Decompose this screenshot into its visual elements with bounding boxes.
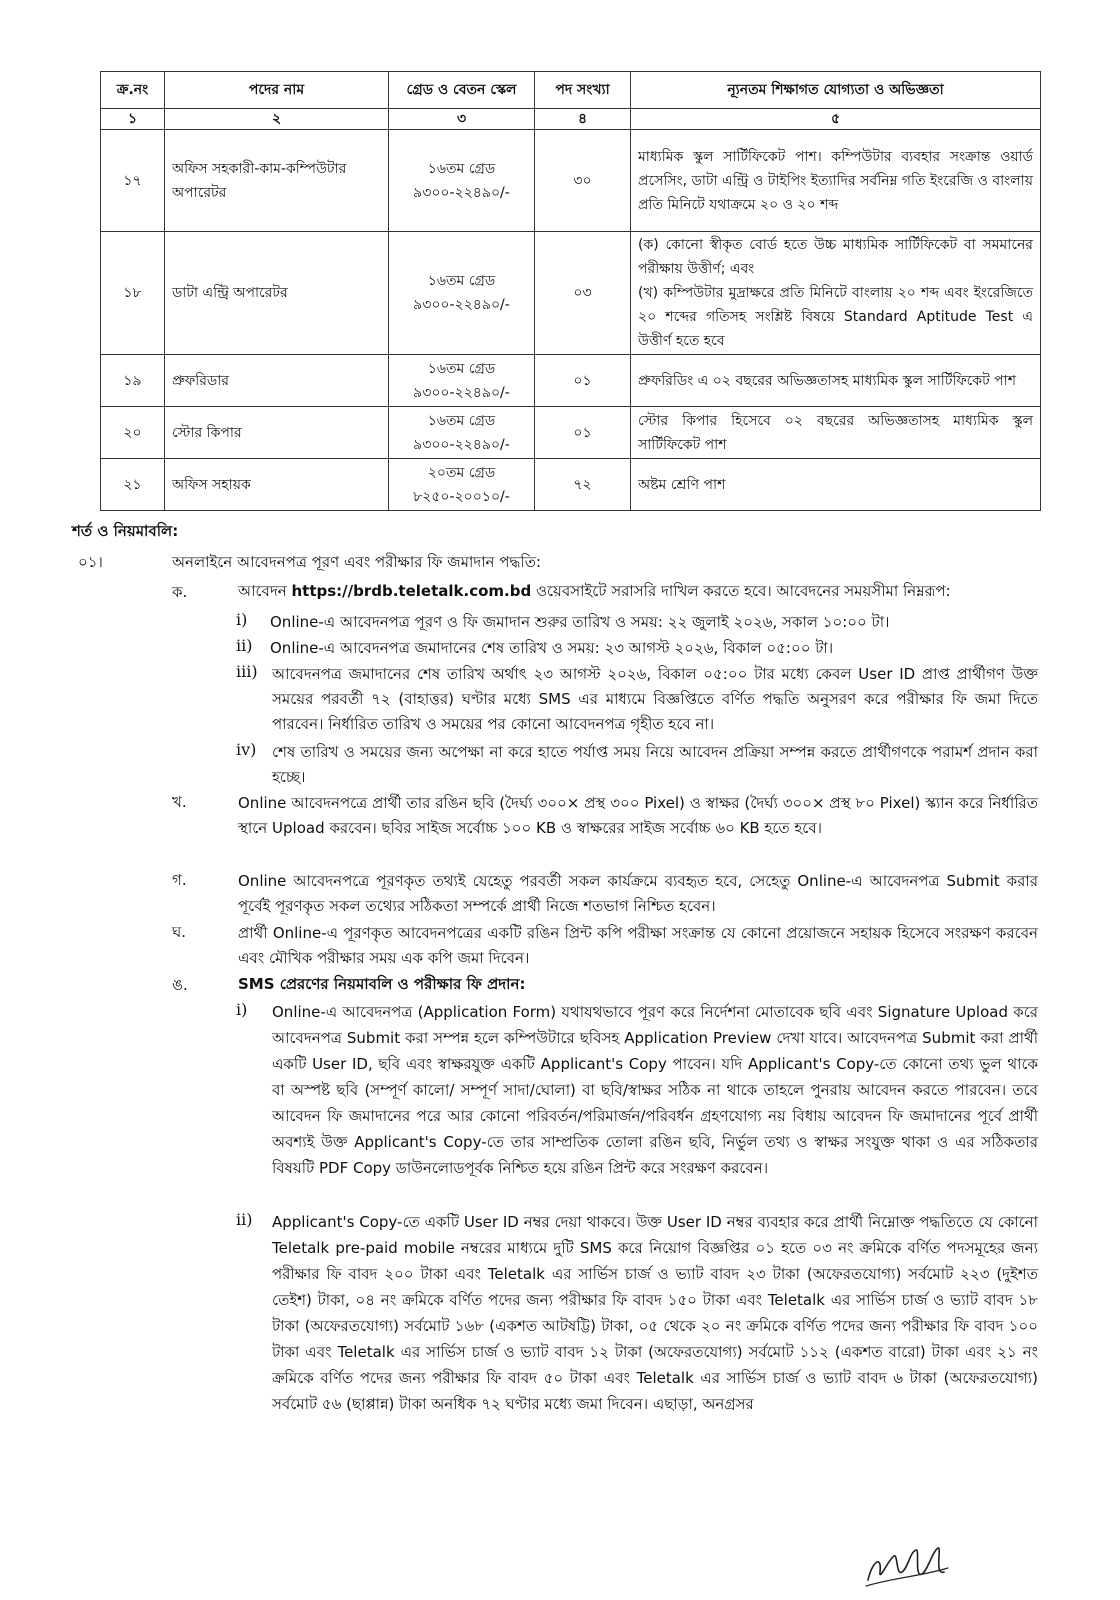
post-count-cell: ০১: [535, 407, 631, 459]
application-text-pre: আবেদন: [238, 582, 292, 600]
pay-scale-text: ৯৩০০-২২৪৯০/-: [413, 436, 510, 453]
header-grade-scale: গ্রেড ও বেতন স্কেল: [389, 72, 535, 109]
subitem-marker: ii): [236, 1210, 253, 1229]
post-name-cell: স্টোর কিপার: [165, 407, 389, 459]
column-number: ৫: [631, 109, 1041, 130]
post-count-cell: ০১: [535, 355, 631, 407]
grade-text: ১৬তম গ্রেড: [427, 160, 496, 177]
serial-cell: ২০: [101, 407, 165, 459]
grade-text: ১৬তম গ্রেড: [427, 273, 496, 289]
pay-scale-text: ৯৩০০-২২৪৯০/-: [413, 297, 510, 313]
grade-cell: [389, 459, 535, 511]
print-copy-rule: প্রার্থী Online-এ পূরণকৃত আবেদনপত্রের একটি রঙিন প্রিন্ট কপি পরীক্ষা সংক্রান্ত যে কোনো প্রয়োজনে সহায়ক হিসেবে সংরক্ষণ করবেন এবং মৌখিক পরীক্ষার সময় এক কপি জমা দিবেন।: [238, 924, 1038, 967]
item-marker-kha: খ.: [172, 793, 187, 811]
sms-rules-title: SMS প্রেরণের নিয়মাবলি ও পরীক্ষার ফি প্রদান:: [238, 975, 526, 993]
qualification-cell: [631, 232, 1041, 355]
column-number: ৩: [389, 109, 535, 130]
table-row: [101, 130, 1041, 232]
item-marker-ka: ক.: [172, 583, 188, 601]
column-number: ৪: [535, 109, 631, 130]
information-accuracy-rule: Online আবেদনপত্রে পূরণকৃত তথ্যই যেহেতু পরবর্তী সকল কার্যক্রমে ব্যবহৃত হবে, সেহেতু Online-এ আবেদনপত্র Submit করার পূর্বেই পূরণকৃত সকল তথ্যের সঠিকতা সম্পর্কে প্রার্থী নিজে শতভাগ নিশ্চিত হবেন।: [238, 872, 1038, 915]
sms-fee-payment-instructions: Applicant's Copy-তে একটি User ID নম্বর দেয়া থাকবে। উক্ত User ID নম্বর ব্যবহার করে প্রার্থী নিম্নোক্ত পদ্ধতিতে যে কোনো Teletalk pre-paid mobile নম্বরের মাধ্যমে দুটি SMS করে নিয়োগ বিজ্ঞপ্তির ০১ হতে ০৩ নং ক্রমিকে বর্ণিত পদসমূহের জন্য পরীক্ষার ফি বাবদ ২০০ টাকা এবং Teletalk এর সার্ভিস চার্জ ও ভ্যাট বাবদ ২৩ টাকা (অফেরতযোগ্য) সর্বমোট ২২৩ (দুইশত তেইশ) টাকা, ০৪ নং ক্রমিকে বর্ণিত পদের জন্য পরীক্ষার ফি বাবদ ১৫০ টাকা এবং Teletalk এর সার্ভিস চার্জ ও ভ্যাট বাবদ ১৮ টাকা (অফেরতযোগ্য) সর্বমোট ১৬৮ (একশত আটষট্টি) টাকা, ০৫ থেকে ২০ নং ক্রমিকে বর্ণিত পদের জন্য পরীক্ষার ফি বাবদ ১০০ টাকা এবং Teletalk এর সার্ভিস চার্জ ও ভ্যাট বাবদ ১২ টাকা (অফেরতযোগ্য) সর্বমোট ১১২ (একশত বারো) টাকা এবং ২১ নং ক্রমিকে বর্ণিত পদের জন্য পরীক্ষার ফি বাবদ ৫০ টাকা এবং Teletalk এর সার্ভিস চার্জ ও ভ্যাট বাবদ ৬ টাকা (অফেরতযোগ্য) সর্বমোট ৫৬ (ছাপ্পান্ন) টাকা অনধিক ৭২ ঘণ্টার মধ্যে জমা দিবেন। এছাড়া, অনগ্রসর: [272, 1213, 1038, 1413]
header-post-name: পদের নাম: [165, 72, 389, 109]
header-serial: ক্র.নং: [101, 72, 165, 109]
early-application-advice: শেষ তারিখ ও সময়ের জন্য অপেক্ষা না করে হাতে পর্যাপ্ত সময় নিয়ে আবেদন প্রক্রিয়া সম্পন্ন করতে প্রার্থীগণকে পরামর্শ প্রদান করা হচ্ছে।: [272, 743, 1038, 786]
grade-text: ২০তম গ্রেড: [427, 464, 496, 481]
item-marker-gha: ঘ.: [172, 923, 187, 941]
qualification-item-kha: (খ) কম্পিউটার মুদ্রাক্ষরে প্রতি মিনিটে বাংলায় ২০ শব্দ এবং ইংরেজিতে ২০ শব্দের গতিসহ সংশ্লিষ্ট বিষয়ে Standard Aptitude Test এ উত্তীর্ণ হতে হবে: [638, 285, 1033, 349]
section-title: অনলাইনে আবেদনপত্র পূরণ এবং পরীক্ষার ফি জমাদান পদ্ধতি:: [172, 553, 542, 571]
post-name-cell: প্রুফরিডার: [165, 355, 389, 407]
qualification-cell: প্রুফরিডিং এ ০২ বছরের অভিজ্ঞতাসহ মাধ্যমিক স্কুল সার্টিফিকেট পাশ: [631, 355, 1041, 407]
grade-text: ১৬তম গ্রেড: [427, 412, 496, 429]
column-number: ১: [101, 109, 165, 130]
qualification-cell: অষ্টম শ্রেণি পাশ: [631, 459, 1041, 511]
subitem-marker: iii): [236, 662, 258, 681]
conditions-title: শর্ত ও নিয়মাবলি:: [72, 522, 179, 540]
subitem-marker: i): [236, 1000, 248, 1019]
serial-cell: ১৭: [101, 130, 165, 232]
table-header-row: [101, 72, 1041, 109]
grade-cell: [389, 232, 535, 355]
pay-scale-text: ৯৩০০-২২৪৯০/-: [413, 184, 510, 201]
application-start-date: Online-এ আবেদনপত্র পূরণ ও ফি জমাদান শুরুর তারিখ ও সময়: ২২ জুলাই ২০২৬, সকাল ১০:০০ টা।: [270, 613, 890, 631]
subitem-marker: ii): [236, 636, 253, 655]
fee-deadline-text: আবেদনপত্র জমাদানের শেষ তারিখ অর্থাৎ ২৩ আগস্ট ২০২৬, বিকাল ০৫:০০ টার মধ্যে কেবল User ID প্রাপ্ত প্রার্থীগণ উক্ত সময়ের পরবর্তী ৭২ (বাহাত্তর) ঘণ্টার মধ্যে SMS এর মাধ্যমে বিজ্ঞপ্তিতে বর্ণিত পদ্ধতি অনুসরণ করে পরীক্ষার ফি জমা দিতে পারবেন। নির্ধারিত তারিখ ও সময়ের পর কোনো আবেদনপত্র গৃহীত হবে না।: [272, 665, 1038, 733]
qualification-cell: স্টোর কিপার হিসেবে ০২ বছরের অভিজ্ঞতাসহ মাধ্যমিক স্কুল সার্টিফিকেট পাশ: [631, 407, 1041, 459]
subitem-marker: iv): [236, 740, 257, 759]
application-website-item: [238, 579, 1038, 604]
section-number: ০১।: [78, 553, 103, 571]
post-count-cell: ৩০: [535, 130, 631, 232]
pay-scale-text: ৯৩০০-২২৪৯০/-: [413, 384, 510, 401]
qualification-item-ka: (ক) কোনো স্বীকৃত বোর্ড হতে উচ্চ মাধ্যমিক সার্টিফিকেট বা সমমানের পরীক্ষায় উত্তীর্ণ; এবং: [638, 237, 1033, 277]
table-row: [101, 232, 1041, 355]
subitem-marker: i): [236, 610, 248, 629]
application-url: https://brdb.teletalk.com.bd: [291, 582, 532, 600]
pay-scale-text: ৮২৫০-২০০১০/-: [413, 488, 510, 505]
header-qualification: ন্যূনতম শিক্ষাগত যোগ্যতা ও অভিজ্ঞতা: [631, 72, 1041, 109]
serial-cell: ১৯: [101, 355, 165, 407]
table-row: [101, 459, 1041, 511]
signature-mark: [862, 1542, 952, 1590]
column-number: ২: [165, 109, 389, 130]
grade-cell: [389, 130, 535, 232]
qualification-cell: মাধ্যমিক স্কুল সার্টিফিকেট পাশ। কম্পিউটার ব্যবহার সংক্রান্ত ওয়ার্ড প্রসেসিং, ডাটা এন্ট্রি ও টাইপিং ইত্যাদির সর্বনিম্ন গতি ইংরেজি ও বাংলায় প্রতি মিনিটে যথাক্রমে ২০ ও ২০ শব্দ: [631, 130, 1041, 232]
post-name-cell: ডাটা এন্ট্রি অপারেটর: [165, 232, 389, 355]
online-form-instructions: Online-এ আবেদনপত্র (Application Form) যথাযথভাবে পূরণ করে নির্দেশনা মোতাবেক ছবি এবং Signature Upload করে আবেদনপত্র Submit করা সম্পন্ন হলে কম্পিউটারে ছবিসহ Application Preview দেখা যাবে। আবেদনপত্র Submit করা প্রার্থী একটি User ID, ছবি এবং স্বাক্ষরযুক্ত একটি Applicant's Copy পাবেন। যদি Applicant's Copy-তে কোনো তথ্য ভুল থাকে বা অস্পষ্ট ছবি (সম্পূর্ণ কালো/ সম্পূর্ণ সাদা/ঘোলা) বা ছবি/স্বাক্ষর সঠিক না থাকে তাহলে পুনরায় আবেদন করতে পারবেন। তবে আবেদন ফি জমাদানের পরে আর কোনো পরিবর্তন/পরিমার্জন/পরিবর্ধন গ্রহণযোগ্য নয় বিধায় আবেদন ফি জমাদানের পূর্বে প্রার্থী অবশ্যই উক্ত Applicant's Copy-তে তার সাম্প্রতিক তোলা রঙিন ছবি, নির্ভুল তথ্য ও স্বাক্ষর সংযুক্ত থাকা ও এর সঠিকতার বিষয়টি PDF Copy ডাউনলোডপূর্বক নিশ্চিত হয়ে রঙিন প্রিন্ট করে সংরক্ষণ করবেন।: [272, 1003, 1038, 1177]
header-post-count: পদ সংখ্যা: [535, 72, 631, 109]
application-text-post: ওয়েবসাইটে সরাসরি দাখিল করতে হবে। আবেদনের সময়সীমা নিম্নরূপ:: [531, 582, 951, 600]
table-row: [101, 355, 1041, 407]
post-name-cell: অফিস সহায়ক: [165, 459, 389, 511]
post-count-cell: ৭২: [535, 459, 631, 511]
post-name-cell: অফিস সহকারী-কাম-কম্পিউটার অপারেটর: [165, 130, 389, 232]
column-number-row: [101, 109, 1041, 130]
application-end-date: Online-এ আবেদনপত্র জমাদানের শেষ তারিখ ও সময়: ২৩ আগস্ট ২০২৬, বিকাল ০৫:০০ টা।: [270, 639, 834, 657]
serial-cell: ২১: [101, 459, 165, 511]
posts-table: [100, 71, 1041, 511]
photo-signature-upload-rules: Online আবেদনপত্রে প্রার্থী তার রঙিন ছবি (দৈর্ঘ্য ৩০০× প্রস্থ ৩০০ Pixel) ও স্বাক্ষর (দৈর্ঘ্য ৩০০× প্রস্থ ৮০ Pixel) স্ক্যান করে নির্ধারিত স্থানে Upload করবেন। ছবির সাইজ সর্বোচ্চ ১০০ KB ও স্বাক্ষরের সাইজ সর্বোচ্চ ৬০ KB হতে হবে।: [238, 794, 1038, 837]
post-count-cell: ০৩: [535, 232, 631, 355]
grade-text: ১৬তম গ্রেড: [427, 360, 496, 377]
grade-cell: [389, 355, 535, 407]
item-marker-ga: গ.: [172, 871, 187, 889]
serial-cell: ১৮: [101, 232, 165, 355]
grade-cell: [389, 407, 535, 459]
item-marker-uma: ঙ.: [172, 976, 188, 994]
table-row: [101, 407, 1041, 459]
